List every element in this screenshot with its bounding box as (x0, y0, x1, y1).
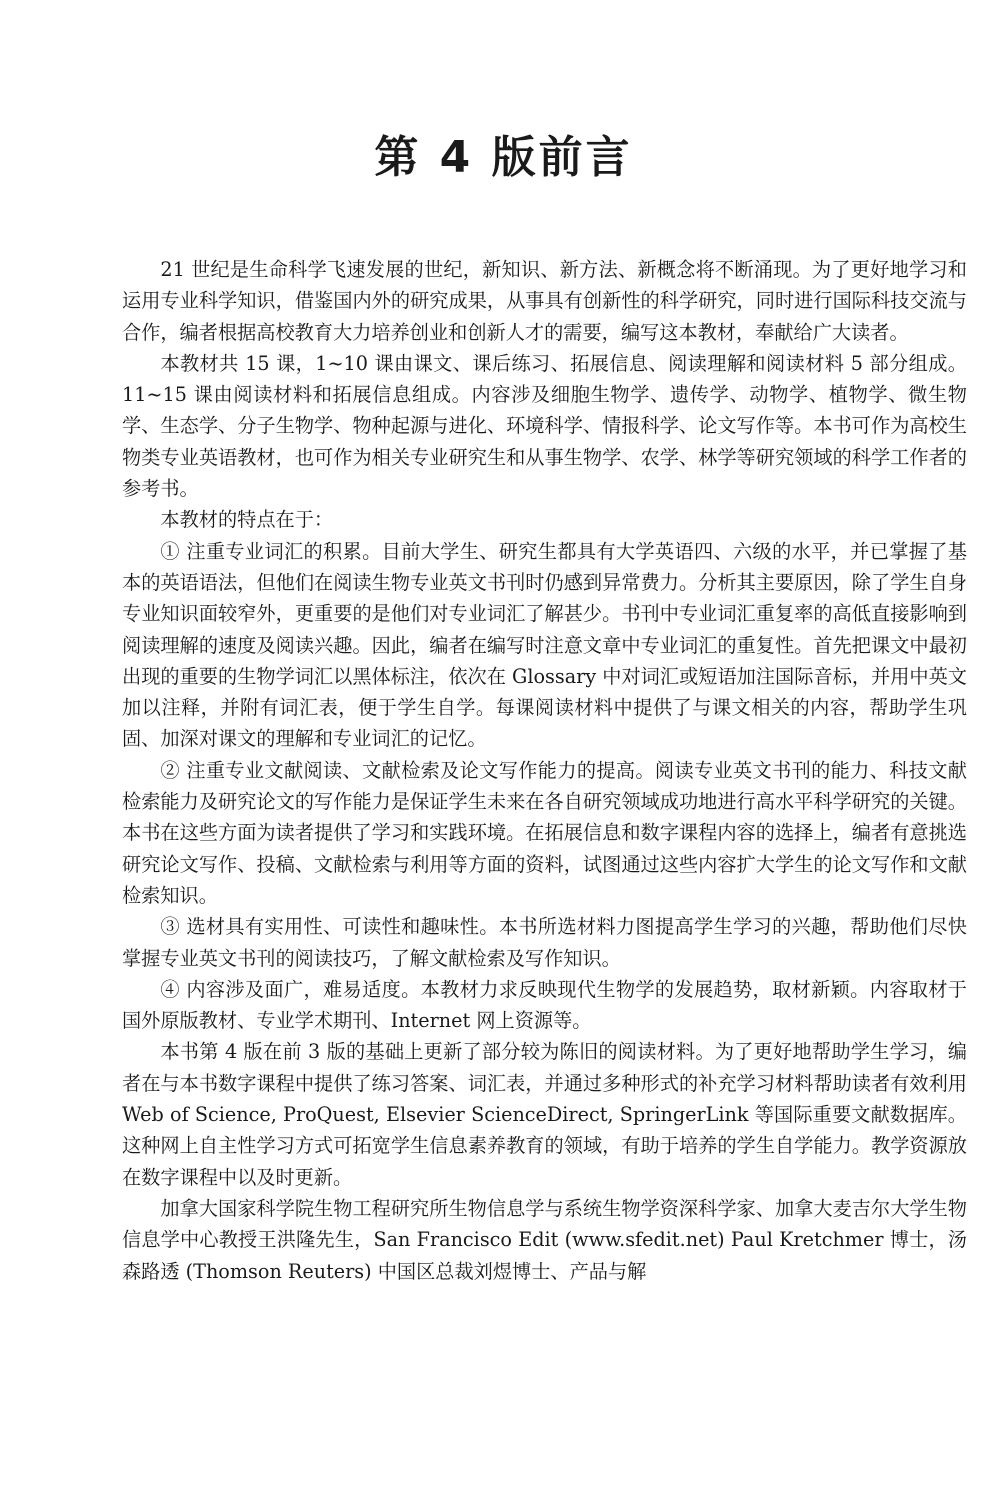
paragraph: 本教材的特点在于： (160, 508, 334, 532)
page-title: 第 4 版前言 (374, 132, 633, 183)
paragraph: 本书第 4 版在前 3 版的基础上更新了部分较为陈旧的阅读材料。为了更好地帮助学生学习，编者在与本书数字课程中提供了练习答案、词汇表，并通过多种形式的补充学习材料帮助读者有效利用 Web of Science, ProQuest, Elsevier ScienceDirect, SpringerLink 等国际重要文献数据库。这种网上自主性学习方式可拓宽学生信息素养教育的领域，有助于培养的学生自学能力。教学资源放在数字课程中以及时更新。 (122, 1040, 967, 1189)
paragraph: ② 注重专业文献阅读、文献检索及论文写作能力的提高。阅读专业英文书刊的能力、科技文献检索能力及研究论文的写作能力是保证学生未来在各自研究领域成功地进行高水平科学研究的关键。本书在这些方面为读者提供了学习和实践环境。在拓展信息和数字课程内容的选择上，编者有意挑选研究论文写作、投稿、文献检索与利用等方面的资料，试图通过这些内容扩大学生的论文写作和文献检索知识。 (122, 758, 967, 907)
paragraph: 本教材共 15 课，1~10 课由课文、课后练习、拓展信息、阅读理解和阅读材料 5 部分组成。11~15 课由阅读材料和拓展信息组成。内容涉及细胞生物学、遗传学、动物学、植物学、微生物学、生态学、分子生物学、物种起源与进化、环境科学、情报科学、论文写作等。本书可作为高校生物类专业英语教材，也可作为相关专业研究生和从事生物学、农学、林学等研究领域的科学工作者的参考书。 (122, 351, 967, 501)
paragraph: 21 世纪是生命科学飞速发展的世纪，新知识、新方法、新概念将不断涌现。为了更好地学习和运用专业科学知识，借鉴国内外的研究成果，从事具有创新性的科学研究，同时进行国际科技交流与合作，编者根据高校教育大力培养创业和创新人才的需要，编写这本教材，奉献给广大读者。 (122, 258, 967, 344)
paragraph: 加拿大国家科学院生物工程研究所生物信息学与系统生物学资深科学家、加拿大麦吉尔大学生物信息学中心教授王洪隆先生，San Francisco Edit (www.sfedit.net) Paul Kretchmer 博士，汤森路透 (Thomson Reuters) 中国区总裁刘煜博士、产品与解 (122, 1196, 967, 1283)
paragraph: ④ 内容涉及面广，难易适度。本教材力求反映现代生物学的发展趋势，取材新颖。内容取材于国外原版教材、专业学术期刊、Internet 网上资源等。 (122, 977, 967, 1033)
body-text (122, 254, 967, 1287)
paragraph: ① 注重专业词汇的积累。目前大学生、研究生都具有大学英语四、六级的水平，并已掌握了基本的英语语法，但他们在阅读生物专业英文书刊时仍感到异常费力。分析其主要原因，除了学生自身专业知识面较窄外，更重要的是他们对专业词汇了解甚少。书刊中专业词汇重复率的高低直接影响到阅读理解的速度及阅读兴趣。因此，编者在编写时注意文章中专业词汇的重复性。首先把课文中最初出现的重要的生物学词汇以黑体标注，依次在 Glossary 中对词汇或短语加注国际音标，并用中英文加以注释，并附有词汇表，便于学生自学。每课阅读材料中提供了与课文相关的内容，帮助学生巩固、加深对课文的理解和专业词汇的记忆。 (122, 539, 967, 751)
paragraph: ③ 选材具有实用性、可读性和趣味性。本书所选材料力图提高学生学习的兴趣，帮助他们尽快掌握专业英文书刊的阅读技巧，了解文献检索及写作知识。 (122, 915, 967, 970)
